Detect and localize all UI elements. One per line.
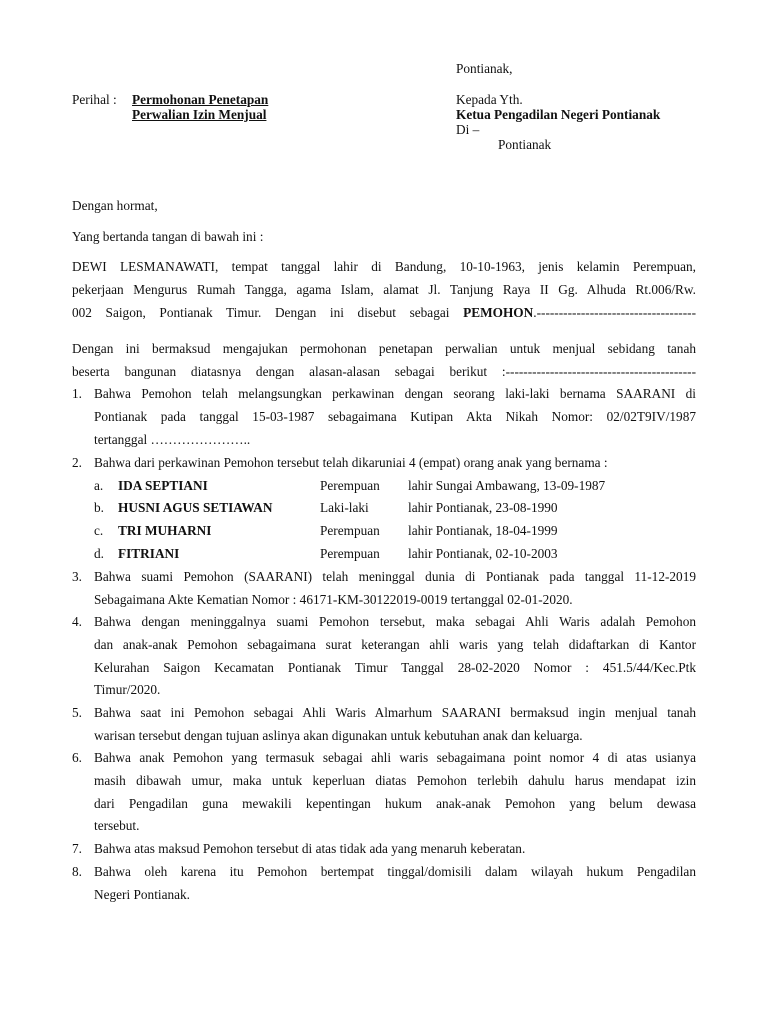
addressee-line-2: Ketua Pengadilan Negeri Pontianak <box>456 107 661 122</box>
item-line: masih dibawah umur, maka untuk keperluan diatas Pemohon terlebih dahulu harus mendapat izin <box>94 772 696 788</box>
item-line: Bahwa suami Pemohon (SAARANI) telah meninggal dunia di Pontianak pada tanggal 11-12-2019 <box>94 569 696 584</box>
item-line: Bahwa Pemohon telah melangsungkan perkawinan dengan seorang laki-laki bernama SAARANI di <box>94 386 696 401</box>
item-line: Bahwa anak Pemohon yang termasuk sebagai ahli waris sebagaimana point nomor 4 di atas usianya <box>94 750 696 765</box>
item-text <box>94 747 696 838</box>
child-name: IDA SEPTIANI <box>118 478 208 493</box>
item-text <box>94 838 696 861</box>
item-text <box>94 861 696 907</box>
item-number: 1. <box>72 386 82 401</box>
addressee-line-1: Kepada Yth. <box>456 92 523 107</box>
child-gender: Perempuan <box>320 478 380 493</box>
item-text <box>94 452 696 475</box>
intro: Yang bertanda tangan di bawah ini : <box>72 229 264 244</box>
child-name: FITRIANI <box>118 546 180 561</box>
item-line: dari Pengadilan guna mewakili kepentingan hukum anak-anak Pemohon yang belum dewasa <box>94 795 696 811</box>
item-line: dan anak-anak Pemohon sebagaimana surat keterangan ahli waris yang telah didaftarkan di Kantor <box>94 636 696 652</box>
item-text <box>94 566 696 612</box>
greeting: Dengan hormat, <box>72 198 158 213</box>
addressee-line-4: Pontianak <box>498 137 552 152</box>
item-line: Timur/2020. <box>94 682 161 698</box>
applicant-line-3 <box>72 302 696 325</box>
item-line: Bahwa dengan meninggalnya suami Pemohon tersebut, maka sebagai Ahli Waris adalah Pemohon <box>94 614 696 629</box>
item-number: 3. <box>72 569 82 584</box>
subject-line-1: Permohonan Penetapan <box>132 92 269 107</box>
item-number: 7. <box>72 841 82 856</box>
child-name: TRI MUHARNI <box>118 523 212 538</box>
applicant-paragraph <box>72 256 696 324</box>
item-number: 6. <box>72 750 82 765</box>
child-birth: lahir Sungai Ambawang, 13-09-1987 <box>408 478 606 493</box>
applicant-line-3-text: 002 Saigon, Pontianak Timur. Dengan ini disebut sebagai <box>72 304 464 320</box>
child-letter: c. <box>94 523 104 538</box>
place-date: Pontianak, <box>456 61 513 76</box>
child-letter: b. <box>94 500 104 515</box>
child-name: HUSNI AGUS SETIAWAN <box>118 500 273 515</box>
purpose-paragraph <box>72 338 696 384</box>
child-letter: a. <box>94 478 104 493</box>
item-text <box>94 611 696 702</box>
child-birth: lahir Pontianak, 18-04-1999 <box>408 523 558 538</box>
subject-line-2: Perwalian Izin Menjual <box>132 107 267 122</box>
item-line: Bahwa oleh karena itu Pemohon bertempat tinggal/domisili dalam wilayah hukum Pengadilan <box>94 864 696 879</box>
item-line: Negeri Pontianak. <box>94 886 191 902</box>
applicant-line-2: pekerjaan Mengurus Rumah Tangga, agama Islam, alamat Jl. Tanjung Raya II Gg. Alhuda Rt.006/Rw. <box>72 281 696 297</box>
child-gender: Laki-laki <box>320 500 369 515</box>
item-number: 2. <box>72 455 82 470</box>
item-text <box>94 702 696 748</box>
purpose-line-2: beserta bangunan diatasnya dengan alasan-alasan sebagai berikut :------------------------------------------- <box>72 363 696 379</box>
addressee-line-3: Di – <box>456 122 480 137</box>
item-line: Sebagaimana Akte Kematian Nomor : 46171-KM-30122019-0019 tertanggal 02-01-2020. <box>94 591 573 607</box>
child-birth: lahir Pontianak, 23-08-1990 <box>408 500 558 515</box>
item-line: Pontianak pada tanggal 15-03-1987 sebagaimana Kutipan Akta Nikah Nomor: 02/02T9IV/1987 <box>94 408 696 424</box>
item-line: tertanggal ………………….. <box>94 431 251 447</box>
subject-label: Perihal : <box>72 92 117 107</box>
item-number: 4. <box>72 614 82 629</box>
item-line: tersebut. <box>94 818 140 834</box>
item-number: 5. <box>72 705 82 720</box>
item-line: Bahwa dari perkawinan Pemohon tersebut telah dikaruniai 4 (empat) orang anak yang bernama : <box>94 455 608 470</box>
applicant-role: PEMOHON <box>463 304 534 320</box>
item-line: warisan tersebut dengan tujuan aslinya akan digunakan untuk kebutuhan anak dan keluarga. <box>94 727 583 743</box>
item-line: Bahwa saat ini Pemohon sebagai Ahli Waris Almarhum SAARANI bermaksud ingin menjual tanah <box>94 705 696 720</box>
child-gender: Perempuan <box>320 523 380 538</box>
applicant-line-1: DEWI LESMANAWATI, tempat tanggal lahir di Bandung, 10-10-1963, jenis kelamin Perempuan, <box>72 259 696 274</box>
item-text <box>94 383 696 451</box>
child-gender: Perempuan <box>320 546 380 561</box>
child-letter: d. <box>94 546 104 561</box>
applicant-line-3-dashes: .------------------------------------ <box>533 304 696 320</box>
item-line: Kelurahan Saigon Kecamatan Pontianak Timur Tanggal 28-02-2020 Nomor : 451.5/44/Kec.Ptk <box>94 659 696 675</box>
child-birth: lahir Pontianak, 02-10-2003 <box>408 546 558 561</box>
purpose-line-1: Dengan ini bermaksud mengajukan permohonan penetapan perwalian untuk menjual sebidang tanah <box>72 341 696 356</box>
item-line: Bahwa atas maksud Pemohon tersebut di atas tidak ada yang menaruh keberatan. <box>94 841 526 856</box>
item-number: 8. <box>72 864 82 879</box>
